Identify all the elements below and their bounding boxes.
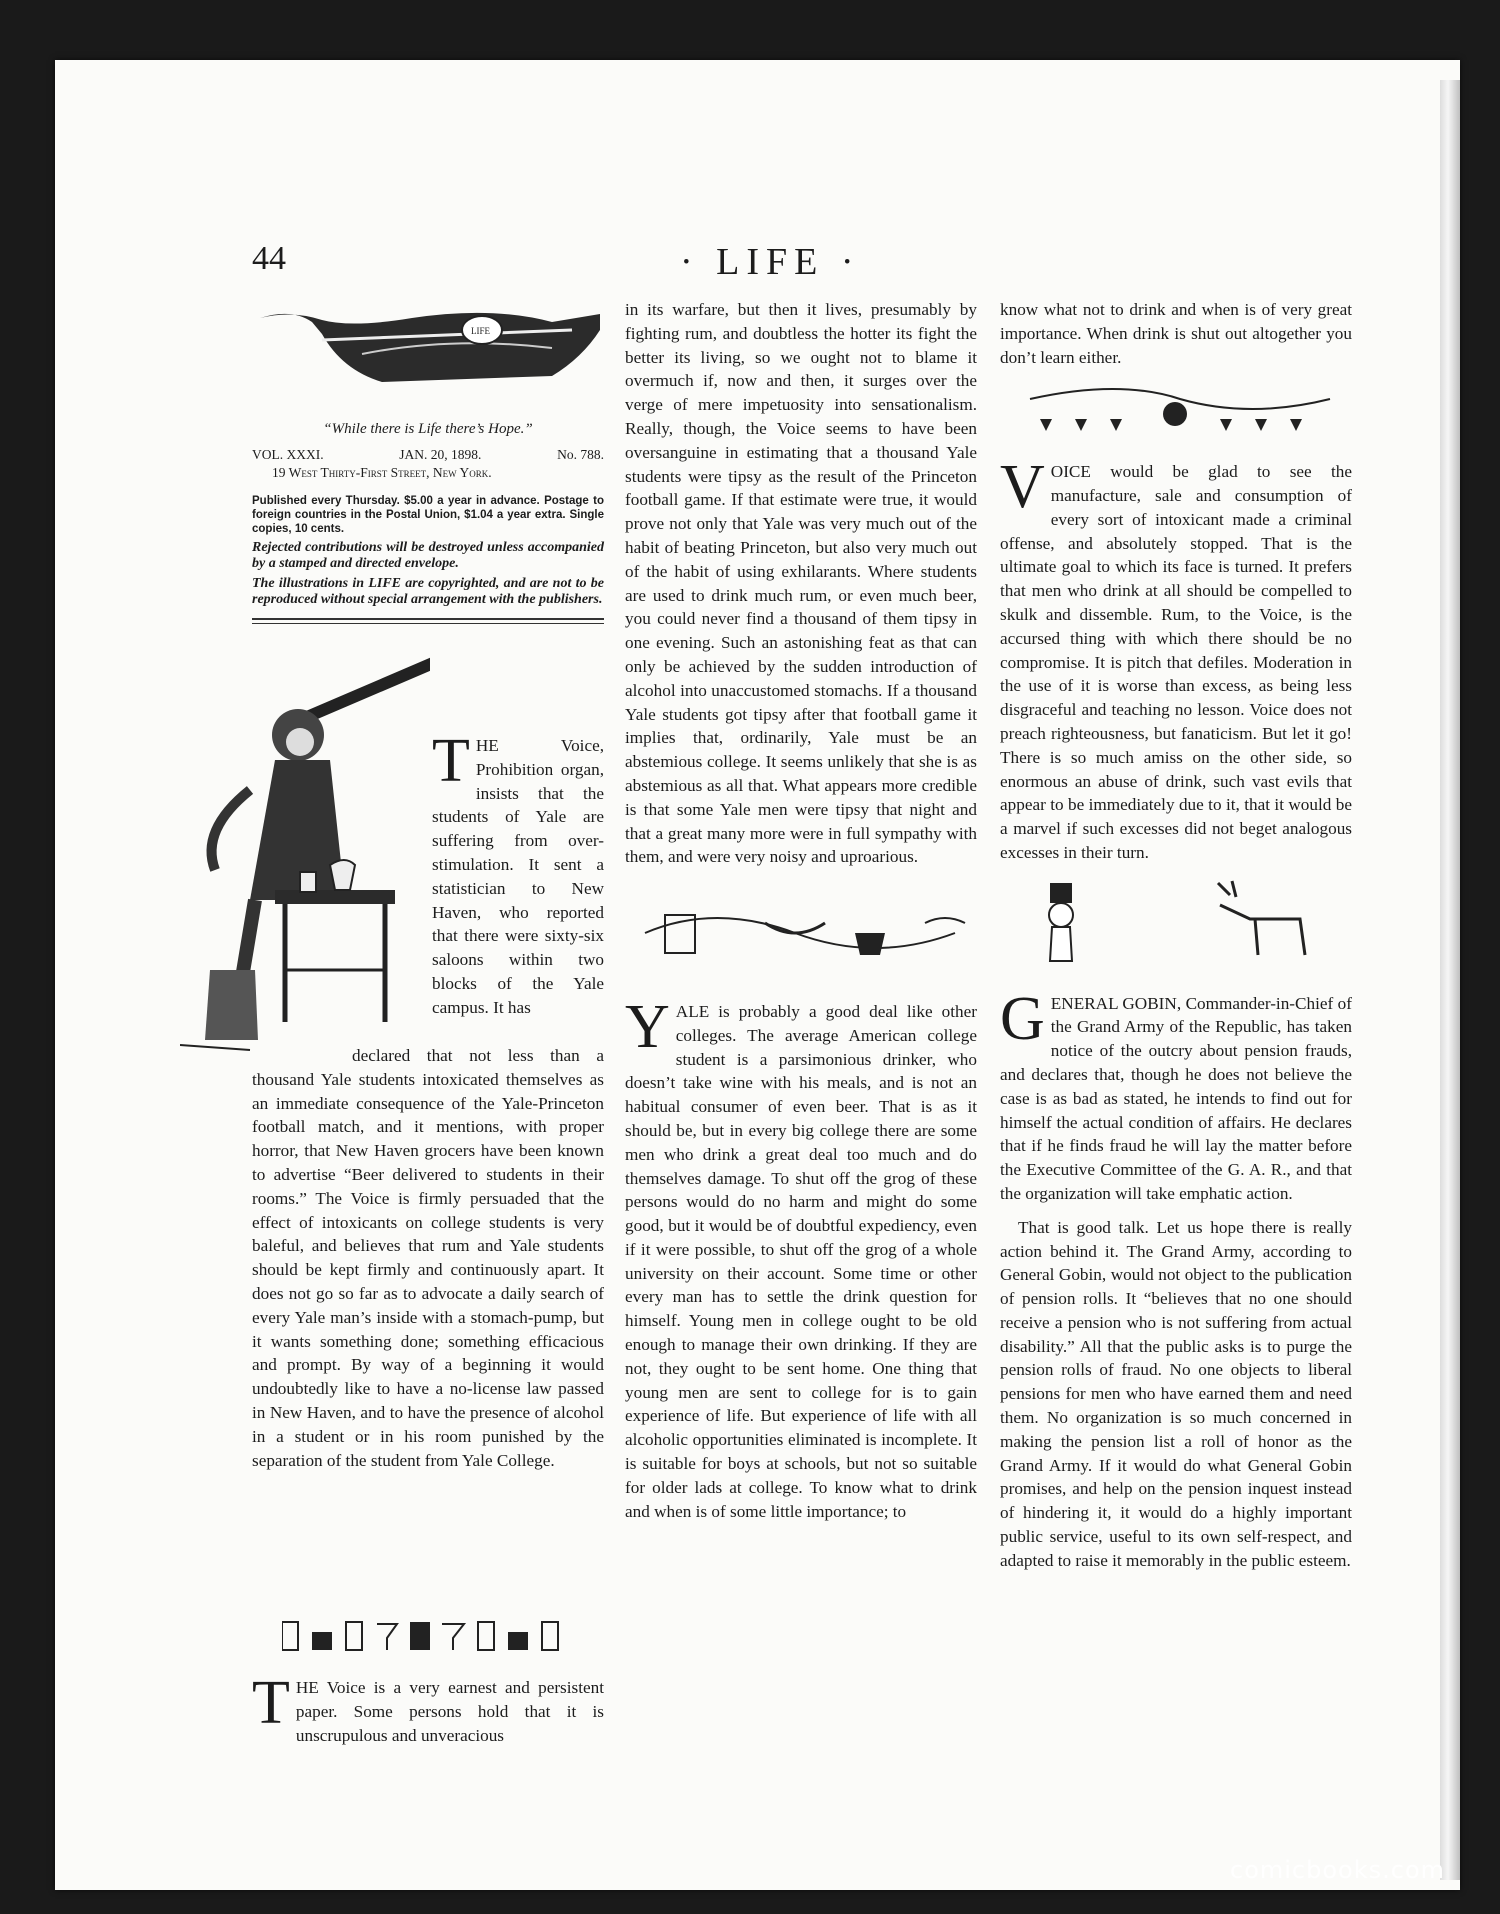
dropcap: V (1000, 453, 1045, 522)
article3-continued: know what not to drink and when is of very great importance. When drink is shut out altogether you don’t learn either. (1000, 300, 1352, 367)
column-3 (1000, 298, 1352, 1583)
glasses-ornament (1000, 379, 1352, 439)
bottles-ornament (625, 893, 977, 973)
dropcap: T (432, 727, 470, 795)
copyright-notice: The illustrations in LIFE are copyrighted, and are not to be reproduced without special arrangement with the publishers. (252, 575, 604, 607)
address: 19 West Thirty-First Street, New York. (272, 464, 492, 480)
svg-text:LIFE: LIFE (471, 326, 490, 336)
publishing-info: Published every Thursday. $5.00 a year in advance. Postage to foreign countries in the Postal Union, $1.04 a year extra. Single copies, 10 cents. (252, 494, 604, 535)
article2-start (252, 1669, 604, 1747)
article1-lead: HE Voice, Prohibition organ, insists that the students of Yale are suffering from over-stimulation. It sent a statistician to New Haven, who reported that there were sixty-six saloons within two blocks of the Yale campus. It has (432, 736, 604, 1017)
volume: VOL. XXXI. (252, 446, 324, 462)
divider-rule (252, 618, 604, 624)
article3-text: ALE is probably a good deal like other colleges. The average American college student is a parsimonious drinker, who doesn’t take wine with his meals, and is not an habitual consumer of even beer. That is as it should be, but in every big college there are some men who drink a great deal too much and do themselves damage. To shut off the grog of these persons would do no harm and might do some good, but it would be of doubtful expediency, even if it were possible, to shut off the grog of a whole university on their account. Some time or other every man has to settle the drink question for himself. Young men in college ought to be old enough to manage their own drinking. If they are not, they ought to be sent home. One thing that young men are sent to college for is to gain experience of life. But experience of life with all alcoholic opportunities eliminated is incomplete. It is suitable for boys at schools, but not so suitable for older lads at college. To know what to drink and when is of some little importance; to (625, 1001, 977, 1521)
column-2 (625, 298, 977, 1533)
monkey-lecturer-illustration (180, 650, 430, 1060)
page-number: 44 (252, 240, 286, 277)
dropcap: G (1000, 984, 1045, 1053)
article5-text: ENERAL GOBIN, Commander-in-Chief of the Grand Army of the Republic, has taken notice of the outcry about pension frauds, and declares that, though he does not believe the case is as bad as stated, he intends to find out for himself the actual condition of affairs. He declares that if he finds fraud he will lay the matter before the Executive Committee of the G. A. R., and that the organization will take emphatic action. (1000, 993, 1352, 1203)
article2-lead: HE Voice is a very earnest and persistent paper. Some persons hold that it is unscrupulous and unveracious (295, 1678, 604, 1745)
glassware-ornament (282, 1620, 572, 1654)
watermark: comicbooks.com (1230, 1856, 1446, 1884)
dropcap: Y (625, 992, 670, 1061)
article2-continued: in its warfare, but then it lives, presumably by fighting rum, and doubtless the hotter its fight the better its living, so we ought not to blame it overmuch if, now and then, it surges over the verge of mere impetuosity into sensationalism. Really, though, the Voice seems to have been oversanguine in estimating that a thousand Yale students were tipsy as the result of the Princeton football game. If that estimate were true, it would prove not only that Yale was very much out of the habit of beating Princeton, but also very much out of the habit of using exhilarants. Where students are used to drink much rum, or even much beer, you could never find a thousand of them tipsy in one evening. Such an astonishing feat as that can only be achieved by the sudden introduction of alcohol into unaccustomed stomachs. If a thousand Yale students got tipsy after that football game it implies that, ordinarily, Yale must be an abstemious college. It seems unlikely that she is as abstemious as all that. What appears more credible is that some Yale men were tipsy that night and that a great many more were in full sympathy with them, and were very noisy and uproarious. (625, 300, 977, 867)
colophon-block (252, 290, 604, 624)
issue-number: No. 788. (557, 446, 604, 462)
article4-text: OICE would be glad to see the manufacture, sale and consumption of every sort of intoxicant made a criminal offense, and absolutely stopped. That is the ultimate goal to which its face is turned. It prefers that men who drink at all should be compelled to skulk and dissemble. Rum, to the Voice, is the accursed thing with which there should be no compromise. It is pitch that defiles. Moderation in the use of it is worse than excess, as being less disgraceful and teaching no lesson. Voice does not preach righteousness, but fanaticism. But let it go! There is so much amiss on the other side, so enormous an abuse of drink, such vast evils that appear to be immediately due to it, that it would be a marvel if such excesses did not beget analogous excesses in their turn. (1000, 462, 1352, 862)
page-spine-edge (1440, 80, 1460, 1880)
header-illustration (252, 300, 604, 400)
article1-paragraph: declared that not less than a thousand Yale students intoxicated themselves as an immediate consequence of the Yale-Princeton football match, and it mentions, with proper horror, that New Haven grocers have been known to advertise “Beer delivered to students in their rooms.” The Voice is firmly persuaded that the effect of intoxicants on college students is very baleful, and believes that rum and Yale students should be kept firmly and continuously apart. It does not go so far as to advocate a daily search of every Yale man’s inside with a stomach-pump, but it wants something done; something efficacious and prompt. By way of a beginning it would undoubtedly like to have a no-license law passed in New Haven, and to have the presence of alcohol in a student or in his room punished by the separation of the student from Yale College. (252, 1046, 604, 1470)
issue-date: JAN. 20, 1898. (399, 446, 482, 462)
article1-wrap (432, 727, 604, 1020)
rejected-notice: Rejected contributions will be destroyed unless accompanied by a stamped and directed envelope. (252, 539, 604, 571)
motto: “While there is Life there’s Hope.” (323, 421, 533, 437)
masthead-title: · LIFE · (680, 241, 861, 283)
article5-text2: That is good talk. Let us hope there is really action behind it. The Grand Army, according to General Gobin, would not object to the publication of pension rolls. It “believes that no one should receive a pension who is not suffering from actual disability.” All that the public asks is to purge the pension rolls of fraud. No one objects to liberal pensions for men who have earned them and need them. No organization is so much concerned in making the pension list a roll of honor as the Grand Army. If it would do what General Gobin promises, and help on the pension inquest instead of hindering it, it would do a highly important public service, useful to its own self-respect, and adapted to raise it memorably in the public esteem. (1000, 1217, 1352, 1570)
dropcap: T (252, 1669, 290, 1737)
article1-body (252, 1044, 604, 1482)
general-and-donkey-illustration (1000, 875, 1352, 975)
